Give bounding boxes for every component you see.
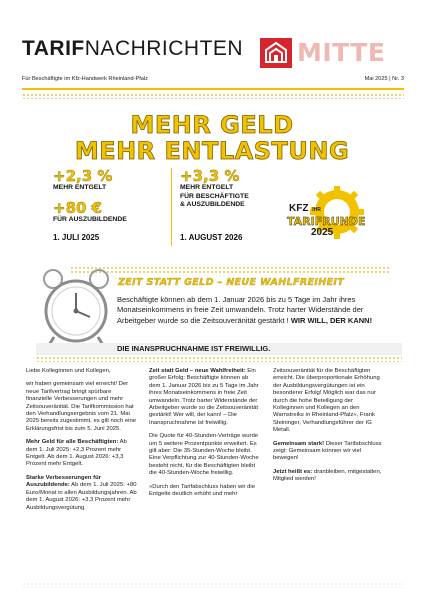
body-column-2 (149, 368, 261, 505)
masthead-title (22, 38, 243, 60)
section-intro-emphasis: WIR WILL, DER KANN! (288, 315, 373, 325)
badge-year: 2025 (311, 227, 334, 238)
body-paragraph: wir haben gemeinsam viel erreicht! Der neue Tarifvertrag bringt spürbare finanzielle Verbesserungen und mehr Zeitsouveränität. Die Tarifkommission hat den Verhandlungsergebnis vom 21. Mai 2025 bereits zugestimmt, es gilt noch eine Erklärungsfrist bis zum 5. Juni 2025. (26, 381, 137, 432)
increase-2025-euro: +80 € (53, 198, 103, 217)
increase-2026-pct: +3,3 % (180, 167, 240, 185)
paragraph-lead: Zeit statt Geld – neue Wahlfreiheit: (149, 368, 246, 374)
masthead-subline: Für Beschäftigte im Kfz-Handwerk Rheinland-Pfalz (22, 76, 148, 82)
banner-dot-pattern (70, 266, 390, 274)
alarm-clock-icon (36, 265, 118, 351)
increase-2026-label-3: & AUSZUBILDENDE (180, 201, 245, 208)
paragraph-lead: Starke Verbesserungen für Auszubildende: (26, 474, 101, 489)
badge-kfz-text: KFZ (289, 203, 309, 214)
section-title: ZEIT STATT GELD – NEUE WAHLFREIHEIT (118, 277, 345, 288)
paragraph-lead: Gemeinsam stark! (273, 440, 325, 447)
body-paragraph: Die Quote für 40-Stunden-Verträge wurde um 5 weitere Prozentpunkte erweitert. Es gilt aber: Die 35-Stunden-Woche bleibt. Eine Verpflichtung zur 40-Stunden-Woche besteht nicht, für die Beschäftigten bleibt die 40-Stunden-Woche freiwillig. (149, 433, 259, 477)
increase-2026-date: 1. AUGUST 2026 (180, 233, 243, 242)
paragraph-text: Ein großer Erfolg: Beschäftigte können ab dem 1. Januar 2026 bis zu 5 Tage im Jahr ihres Monatseinkommens in freie Zeit umwandeln. Trotz harter Widerstände der Arbeitgeber wurde so die Zeitsouveränität gestärkt! Wer will, der kann! – Die Inanspruchnahme ist freiwillig. (149, 368, 259, 426)
header-dot-pattern (22, 93, 404, 99)
paragraph-text: Dieser Tarifabschluss zeigt: Gemeinsam können wir viel bewegen! (273, 440, 382, 462)
masthead-header (22, 38, 404, 92)
main-headline (0, 112, 424, 164)
body-paragraph (26, 475, 138, 512)
badge-kfz (289, 203, 322, 214)
quote-paragraph: »Durch den Tarifabschluss haben wir die Entgelte deutlich erhöht und mehr (149, 483, 255, 498)
ig-metall-logo (260, 38, 292, 68)
body-column-1 (26, 368, 138, 518)
body-paragraph (273, 441, 385, 463)
body-paragraph (273, 469, 385, 484)
section-intro-text: Beschäftigte können ab dem 1. Januar 2026 bis zu 5 Tage im Jahr ihres Monatseinkommens in freie Zeit umwandeln. Trotz harter Widerstände der Arbeitgeber wurde so die Zeitsouveränität gestärkt ! (117, 295, 364, 325)
paragraph-lead: Jetzt heißt es: (273, 468, 313, 475)
paragraph-lead: Mehr Geld für alle Beschäftigten: (26, 439, 119, 446)
increase-2025-pct-label: MEHR ENTGELT (53, 184, 107, 191)
body-paragraph (149, 368, 261, 427)
headline-line-1: MEHR GELD (130, 111, 294, 139)
greeting: Liebe Kolleginnen und Kollegen, (26, 368, 111, 374)
badge-ihr-text: IHR (312, 207, 321, 213)
paragraph-text: dranbleiben, mitgestalten, Mitglied werden! (273, 468, 382, 483)
issue-number: Mai 2025 | Nr. 3 (364, 76, 404, 82)
body-paragraph (26, 439, 138, 469)
headline-line-2: MEHR ENTLASTUNG (74, 137, 350, 165)
increase-2025 (53, 168, 163, 224)
increase-2025-pct: +2,3 % (53, 167, 113, 185)
ig-metall-emblem-icon (263, 40, 289, 66)
masthead-bold: TARIF (22, 37, 85, 60)
increase-divider (171, 168, 172, 246)
increase-2026-label-2: FÜR BESCHÄFTIGTE (180, 192, 249, 200)
section-intro-last: DIE INANSPRUCHNAHME IST FREIWILLIG. (117, 344, 271, 353)
increase-2025-date: 1. JULI 2025 (53, 233, 100, 242)
quote-continuation: Zeitsouveränität für die Beschäftigten erreicht. Die überproportionale Erhöhung der Ausbildungsvergütungen ist ein besonderer Erfolg! Möglich war das nur durch die hohe Beteiligung der Kolleginnen und Kollegen an den Warnstreiks in Rheinland-Pfalz«, Frank Steininger, Verhandlungsführer der IG Metall. (273, 368, 380, 434)
footer-dot-pattern (22, 582, 404, 588)
kfz-tarifrunde-badge (285, 186, 365, 246)
header-divider (22, 88, 404, 90)
paragraph-text: Ab dem 1. Juli 2025: +2,3 Prozent mehr Entgelt. Ab dem 1. August 2026: +3,3 Prozent mehr Entgelt. (26, 439, 127, 468)
increase-2026 (180, 168, 290, 210)
body-column-3 (273, 368, 385, 490)
region-label: MITTE (297, 38, 386, 67)
badge-tarifrunde: TARIFRUNDE (287, 215, 366, 228)
section-dot-pattern (36, 356, 402, 362)
paragraph-text: Ab dem 1. Juli 2025: +80 Euro/Monat in allen Ausbildungsjahren. Ab dem 1. August 2026: +3,3 Prozent mehr Ausbildungsvergütung. (26, 482, 137, 511)
increase-2026-label-1: MEHR ENTGELT (180, 184, 234, 191)
masthead-regular: NACHRICHTEN (84, 37, 244, 60)
increase-2025-euro-label: FÜR AUSZUBILDENDE (53, 215, 127, 223)
section-intro (117, 295, 402, 326)
